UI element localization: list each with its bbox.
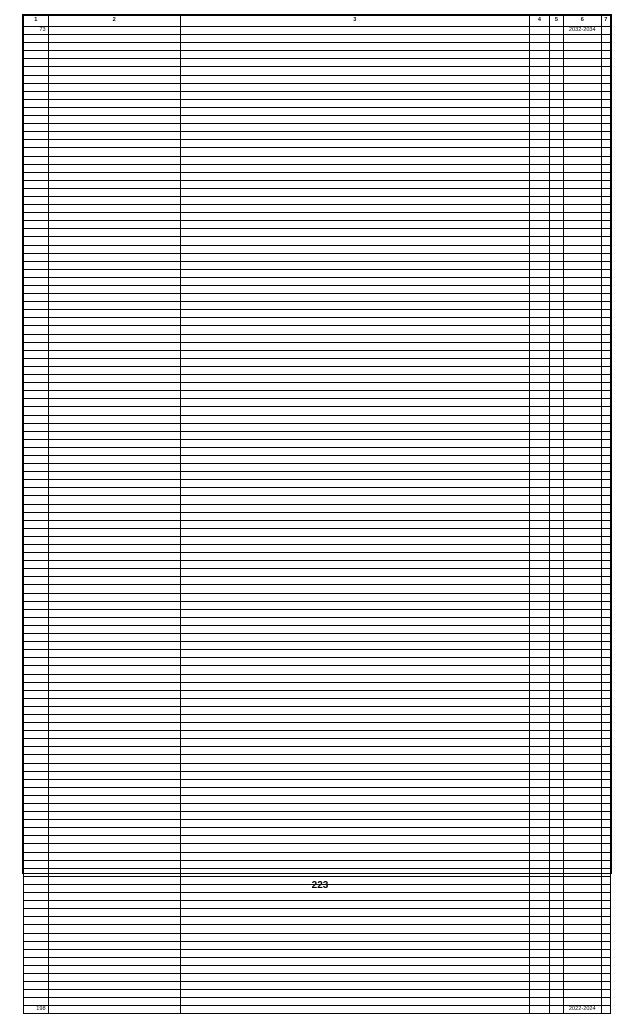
col-7-header: 7: [601, 16, 610, 27]
table-row: [24, 245, 611, 253]
table-row: [24, 188, 611, 196]
table-row: [24, 180, 611, 188]
table-row: [24, 472, 611, 480]
table-row: [24, 124, 611, 132]
table-row: [24, 132, 611, 140]
col-5-cell: [549, 27, 563, 35]
col-5-header: 5: [549, 16, 563, 27]
table-row: [24, 383, 611, 391]
table-row: [24, 625, 611, 633]
col-2-header: 2: [48, 16, 180, 27]
table-row: [24, 674, 611, 682]
table-row: [24, 917, 611, 925]
row-number: 73: [24, 27, 49, 35]
table-row: [24, 965, 611, 973]
table-row: [24, 828, 611, 836]
table-row: [24, 577, 611, 585]
table-row: [24, 723, 611, 731]
table-row: [24, 496, 611, 504]
table-row: [24, 488, 611, 496]
table-row: [24, 439, 611, 447]
table-row: [24, 464, 611, 472]
table-row: [24, 941, 611, 949]
table-row: [24, 99, 611, 107]
table-row: [24, 366, 611, 374]
period-cell: 2022-2024: [564, 1006, 602, 1014]
table-row: [24, 116, 611, 124]
table-row-last: [24, 1006, 611, 1014]
table-row: [24, 852, 611, 860]
table-row: [24, 407, 611, 415]
work-description-cell: [180, 1006, 529, 1014]
table-row: [24, 982, 611, 990]
table-row: [24, 156, 611, 164]
table-row: [24, 196, 611, 204]
period-cell: 2032-2034: [564, 27, 602, 35]
table-row: [24, 739, 611, 747]
table-row: [24, 609, 611, 617]
table-row: [24, 561, 611, 569]
table-row: [24, 690, 611, 698]
table-row: [24, 650, 611, 658]
table-row: [24, 294, 611, 302]
table-row: [24, 601, 611, 609]
table-row: [24, 358, 611, 366]
table-row: [24, 447, 611, 455]
table-row: [24, 310, 611, 318]
col-6-header: 6: [564, 16, 602, 27]
table-row: [24, 391, 611, 399]
row-number: 198: [24, 1006, 49, 1014]
table-row: [24, 593, 611, 601]
table-row: [24, 990, 611, 998]
col-3-header: 3: [180, 16, 529, 27]
table-row: [24, 998, 611, 1006]
table-row: [24, 415, 611, 423]
table-row: [24, 682, 611, 690]
table-row: [24, 512, 611, 520]
table-row: [24, 480, 611, 488]
address-cell: [48, 27, 180, 35]
table-row: [24, 253, 611, 261]
table-row: [24, 795, 611, 803]
table-row: [24, 261, 611, 269]
table-row: [24, 585, 611, 593]
table-row: [24, 504, 611, 512]
table-row: [24, 860, 611, 868]
table-row: [24, 787, 611, 795]
table-row: [24, 520, 611, 528]
table-row: [24, 893, 611, 901]
table-row: [24, 545, 611, 553]
page-number: 223: [311, 880, 329, 891]
col-7-cell: [601, 27, 610, 35]
table-row: [24, 642, 611, 650]
table-row: [24, 455, 611, 463]
table-row: [24, 812, 611, 820]
table-row: [24, 172, 611, 180]
table-row: [24, 205, 611, 213]
table-row: [24, 528, 611, 536]
table-row: [24, 634, 611, 642]
table-row: [24, 844, 611, 852]
table-row: [24, 731, 611, 739]
table-row: [24, 714, 611, 722]
table-row: [24, 909, 611, 917]
table-row: [24, 375, 611, 383]
table-row: [24, 804, 611, 812]
table-row: [24, 569, 611, 577]
col-4-header: 4: [529, 16, 549, 27]
col-5-cell: [549, 1006, 563, 1014]
table-row: [24, 83, 611, 91]
table-row: [24, 771, 611, 779]
table-row: [24, 957, 611, 965]
table-row: [24, 107, 611, 115]
table-row: [24, 706, 611, 714]
table-row: [24, 237, 611, 245]
table-row: [24, 925, 611, 933]
table-row: [24, 836, 611, 844]
table-row: [24, 75, 611, 83]
table-row: [24, 164, 611, 172]
address-cell: [48, 1006, 180, 1014]
table-row: [24, 286, 611, 294]
table-row: [24, 431, 611, 439]
table-row: [24, 51, 611, 59]
table-row: [24, 334, 611, 342]
table-row: [24, 350, 611, 358]
capital-repair-table: [23, 15, 611, 1014]
table-row: [24, 35, 611, 43]
table-row: [24, 658, 611, 666]
work-description-cell: [180, 27, 529, 35]
table-row: [24, 666, 611, 674]
table-row: [24, 91, 611, 99]
table-row-first: [24, 27, 611, 35]
table-row: [24, 318, 611, 326]
table-row: [24, 973, 611, 981]
table-row: [24, 326, 611, 334]
table-row: [24, 933, 611, 941]
table-row: [24, 59, 611, 67]
table-row: [24, 536, 611, 544]
table-row: [24, 820, 611, 828]
col-1-header: 1: [24, 16, 49, 27]
table-row: [24, 755, 611, 763]
table-row: [24, 140, 611, 148]
year-cell: [529, 27, 549, 35]
table-row: [24, 553, 611, 561]
table-row: [24, 779, 611, 787]
table-row: [24, 763, 611, 771]
year-cell: [529, 1006, 549, 1014]
table-row: [24, 277, 611, 285]
col-7-cell: [601, 1006, 610, 1014]
table-row: [24, 342, 611, 350]
header-row: [24, 16, 611, 27]
table-row: [24, 148, 611, 156]
table-row: [24, 617, 611, 625]
table-row: [24, 868, 611, 876]
table-row: [24, 949, 611, 957]
table-row: [24, 747, 611, 755]
table-row: [24, 698, 611, 706]
table-row: [24, 43, 611, 51]
table-row: [24, 302, 611, 310]
table-row: [24, 213, 611, 221]
table-row: [24, 229, 611, 237]
table-row: [24, 221, 611, 229]
table-row: [24, 399, 611, 407]
table-row: [24, 269, 611, 277]
table-row: [24, 67, 611, 75]
table-row: [24, 423, 611, 431]
